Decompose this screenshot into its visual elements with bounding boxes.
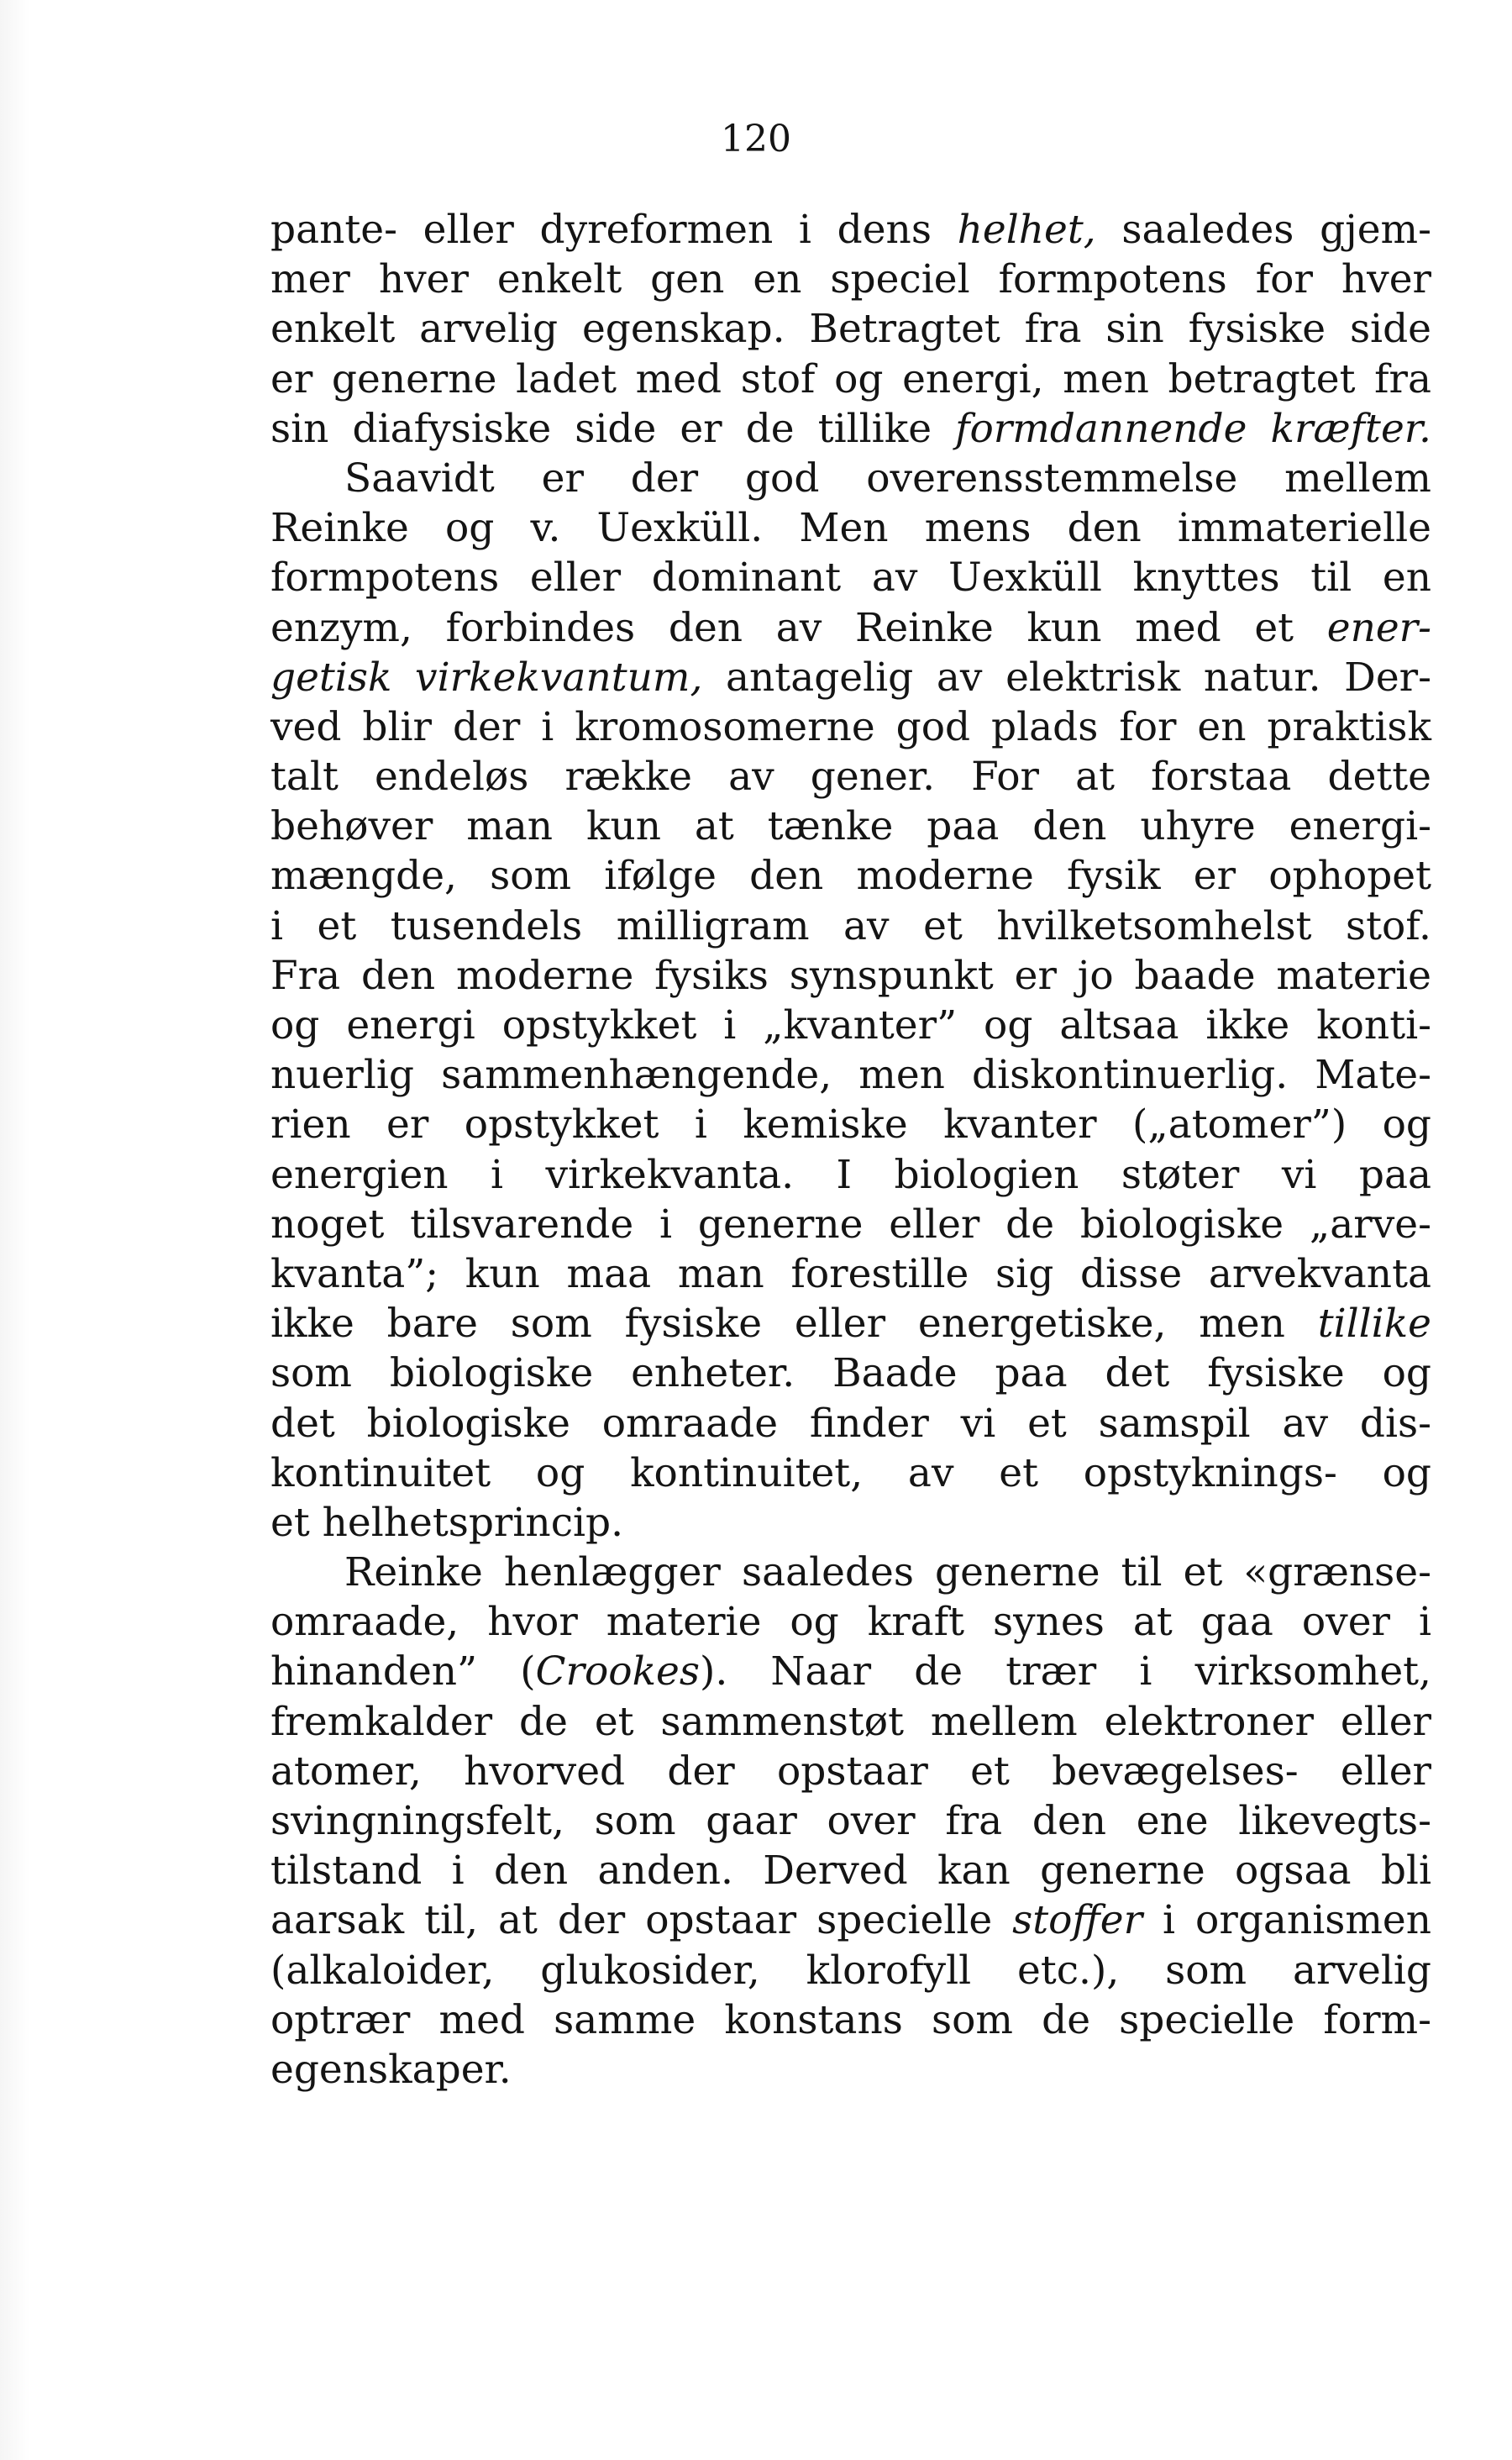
text-line [270,752,1431,802]
text-line [270,355,1431,404]
text-span: svingningsfelt, som gaar over fra den ene likevegts- [270,1798,1431,1844]
text-line [270,1995,1431,2045]
text-line [270,553,1431,602]
text-line [270,1100,1431,1149]
text-span: det biologiske omraade finder vi et samspil av dis- [270,1400,1431,1447]
text-span: sin diafysiske side er de tillike [270,405,956,452]
italic-text: tillike [1317,1301,1431,1348]
text-span: i et tusendels milligram av et hvilketsomhelst stof. [270,902,1431,949]
text-span: kvanta”; kun maa man forestille sig disse arvekvanta [270,1250,1431,1297]
text-span: og energi opstykket i „kvanter” og altsaa ikke konti- [270,1002,1431,1049]
text-span: Fra den moderne fysiks synspunkt er jo baade materie [270,952,1431,999]
text-span: Reinke henlægger saaledes generne til et «grænse- [344,1549,1431,1596]
text-line [270,901,1431,951]
text-line [270,1001,1431,1050]
italic-text: getisk virkekvantum, [270,654,703,701]
italic-text: stoffer [1012,1897,1143,1944]
text-span: formpotens eller dominant av Uexküll knyttes til en [270,555,1431,602]
text-line [270,454,1431,503]
text-line [270,2045,1431,2095]
text-line [270,603,1431,653]
text-span: kontinuitet og kontinuitet, av et opstyknings- og [270,1449,1431,1496]
text-line [270,255,1431,304]
text-line [270,1697,1431,1747]
page-number: 120 [721,118,791,160]
text-span: Saavidt er der god overensstemmelse mellem [344,455,1431,502]
text-span: et helhetsprincip. [270,1499,624,1546]
text-span: ikke bare som fysiske eller energetiske, men [270,1301,1318,1348]
text-span: (alkaloider, glukosider, klorofyll etc.), som arvelig [270,1947,1431,1994]
text-line [270,1200,1431,1249]
text-span: ). Naar de trær i virksomhet, [699,1648,1431,1695]
text-span: optrær med samme konstans som de specielle form- [270,1996,1431,2043]
text-span: fremkalder de et sammenstøt mellem elektroner eller [270,1698,1431,1745]
text-line [270,1548,1431,1597]
text-line [270,1498,1431,1548]
text-span: er generne ladet med stof og energi, men betragtet fra [270,355,1431,402]
text-line [270,1895,1431,1945]
text-line [270,1846,1431,1895]
text-span: aarsak til, at der opstaar specielle [270,1897,1013,1944]
text-span: omraade, hvor materie og kraft synes at gaa over i [270,1599,1431,1646]
text-line [270,1946,1431,1995]
italic-text: formdannende kræfter. [955,405,1431,452]
text-span: rien er opstykket i kemiske kvanter („atomer”) og [270,1101,1431,1149]
text-line [270,1299,1431,1348]
text-line [270,1448,1431,1498]
text-line [270,653,1431,702]
text-span: tilstand i den anden. Derved kan generne ogsaa bli [270,1848,1431,1895]
body-text [270,205,1431,2095]
text-line [270,851,1431,901]
text-span: nuerlig sammenhængende, men diskontinuerlig. Mate- [270,1052,1431,1099]
italic-text: ener- [1326,604,1431,651]
text-line [270,802,1431,851]
text-span: enzym, forbindes den av Reinke kun med et [270,604,1327,651]
text-line [270,1647,1431,1696]
text-line [270,951,1431,1001]
text-span: som biologiske enheter. Baade paa det fysiske og [270,1350,1431,1397]
text-span: pante- eller dyreformen i dens [270,207,958,253]
text-span: i organismen [1142,1897,1432,1944]
text-line [270,1348,1431,1398]
text-line [270,1597,1431,1647]
text-line [270,702,1431,752]
text-span: enkelt arvelig egenskap. Betragtet fra sin fysiske side [270,306,1431,353]
text-span: talt endeløs række av gener. For at forstaa dette [270,754,1431,801]
text-line [270,1399,1431,1448]
text-span: ved blir der i kromosomerne god plads for en praktisk [270,703,1431,750]
text-span: mængde, som ifølge den moderne fysik er ophopet [270,853,1431,900]
text-line [270,1150,1431,1200]
text-span: saaledes gjem- [1095,207,1431,253]
text-line [270,404,1431,454]
text-line [270,1249,1431,1299]
text-line [270,503,1431,553]
text-span: egenskaper. [270,2046,512,2093]
text-span: hinanden” ( [270,1648,536,1695]
italic-text: Crookes [535,1648,700,1695]
text-line [270,304,1431,354]
text-span: antagelig av elektrisk natur. Der- [702,654,1432,701]
italic-text: helhet, [957,207,1096,253]
text-line [270,1747,1431,1796]
text-line [270,1050,1431,1100]
scan-edge-shadow [0,0,30,2460]
text-span: mer hver enkelt gen en speciel formpotens for hver [270,256,1431,303]
text-span: behøver man kun at tænke paa den uhyre energi- [270,803,1431,850]
text-span: atomer, hvorved der opstaar et bevægelses- eller [270,1748,1431,1795]
text-span: Reinke og v. Uexküll. Men mens den immaterielle [270,505,1431,552]
text-span: energien i virkekvanta. I biologien støter vi paa [270,1151,1431,1198]
text-line [270,1796,1431,1846]
text-span: noget tilsvarende i generne eller de biologiske „arve- [270,1201,1431,1248]
text-line [270,205,1431,255]
